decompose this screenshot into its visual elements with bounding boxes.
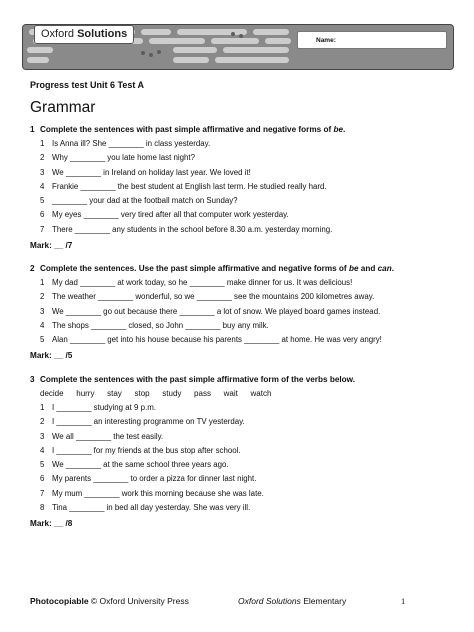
- instruction-mid: and: [358, 264, 378, 273]
- list-item: [30, 458, 450, 472]
- name-field: [297, 31, 447, 49]
- item-number: 7: [40, 224, 45, 234]
- item-text: Tina ________ in bed all day yesterday. She was very ill.: [52, 503, 251, 513]
- test-title: Progress test Unit 6 Test A: [30, 80, 145, 90]
- item-text: We ________ go out because there ________ a lot of snow. We played board games instead.: [52, 306, 381, 316]
- item-number: 4: [40, 181, 45, 191]
- copyright-text: © Oxford University Press: [88, 596, 189, 606]
- item-number: 8: [40, 503, 45, 513]
- mark-line: Mark: __ /5: [30, 351, 73, 361]
- item-number: 5: [40, 460, 45, 470]
- footer-series: [238, 596, 346, 606]
- item-number: 6: [40, 210, 45, 220]
- item-number: 5: [40, 196, 45, 206]
- list-item: [30, 223, 450, 237]
- item-number: 2: [40, 153, 45, 163]
- exercise-number: 1: [30, 125, 35, 134]
- list-item: [30, 305, 450, 319]
- item-number: 1: [40, 403, 45, 412]
- list-item: [30, 444, 450, 458]
- name-label: Name:: [316, 37, 336, 44]
- item-text: We ________ in Ireland on holiday last year. We loved it!: [52, 167, 251, 177]
- list-item: [30, 290, 450, 304]
- word-bank: decide hurry stay stop study pass wait watch: [40, 389, 272, 398]
- item-number: 1: [40, 139, 45, 148]
- oxford-solutions-logo: [34, 25, 134, 44]
- item-text: I ________ an interesting programme on TV yesterday.: [52, 417, 245, 427]
- instruction-italic: be: [333, 125, 344, 134]
- item-text: Why ________ you late home last night?: [52, 153, 196, 163]
- item-text: My eyes ________ very tired after all that computer work yesterday.: [52, 210, 289, 220]
- exercise-number: 2: [30, 264, 35, 273]
- instruction-end: .: [391, 264, 395, 273]
- list-item: [30, 151, 450, 165]
- instruction-end: .: [343, 125, 346, 134]
- series-level: Elementary: [300, 596, 347, 606]
- item-text: I ________ for my friends at the bus stop after school.: [52, 445, 241, 455]
- exercise-1-instruction: [30, 123, 450, 137]
- item-text: ________ your dad at the football match on Sunday?: [52, 196, 238, 206]
- item-text: The weather ________ wonderful, so we ________ see the mountains 200 kilometres away.: [52, 292, 375, 302]
- list-item: [30, 208, 450, 222]
- exercise-2-instruction: [30, 262, 450, 276]
- exercise-1: [30, 123, 450, 250]
- exercise-3-instruction: [30, 373, 450, 387]
- item-text: Is Anna ill? She ________ in class yesterday.: [52, 139, 211, 148]
- list-item: [30, 430, 450, 444]
- list-item: [30, 180, 450, 194]
- list-item: [30, 472, 450, 486]
- list-item: [30, 401, 450, 415]
- item-number: 7: [40, 488, 45, 498]
- list-item: [30, 166, 450, 180]
- item-number: 5: [40, 335, 45, 345]
- item-number: 2: [40, 292, 45, 302]
- item-text: My parents ________ to order a pizza for dinner last night.: [52, 474, 257, 484]
- logo-text-bold: Solutions: [77, 28, 128, 40]
- instruction-text: Complete the sentences. Use the past simple affirmative and negative forms of: [40, 264, 349, 273]
- item-text: My mum ________ work this morning because she was late.: [52, 488, 264, 498]
- item-text: I ________ studying at 9 p.m.: [52, 403, 156, 412]
- list-item: [30, 333, 450, 347]
- item-number: 4: [40, 320, 45, 330]
- item-number: 3: [40, 167, 45, 177]
- list-item: [30, 501, 450, 515]
- item-number: 1: [40, 278, 45, 287]
- list-item: [30, 276, 450, 290]
- item-text: My dad ________ at work today, so he ________ make dinner for us. It was delicious!: [52, 278, 353, 287]
- section-heading: Grammar: [30, 99, 96, 116]
- list-item: [30, 415, 450, 429]
- list-item: [30, 194, 450, 208]
- item-text: We all ________ the test easily.: [52, 431, 164, 441]
- page-number: 1: [401, 596, 406, 606]
- exercise-number: 3: [30, 375, 35, 384]
- item-number: 4: [40, 445, 45, 455]
- instruction-text: Complete the sentences with the past simple affirmative form of the verbs below.: [40, 375, 355, 384]
- item-text: Alan ________ get into his house because his parents ________ at home. He was very angry!: [52, 335, 382, 345]
- item-number: 3: [40, 431, 45, 441]
- item-text: The shops ________ closed, so John ________ buy any milk.: [52, 320, 269, 330]
- item-number: 3: [40, 306, 45, 316]
- item-number: 2: [40, 417, 45, 427]
- instruction-italic: can: [377, 264, 392, 273]
- item-text: There ________ any students in the school before 8.30 a.m. yesterday morning.: [52, 224, 333, 234]
- instruction-text: Complete the sentences with past simple affirmative and negative forms of: [40, 125, 334, 134]
- item-text: Frankie ________ the best student at English last term. He studied really hard.: [52, 181, 327, 191]
- item-number: 6: [40, 474, 45, 484]
- instruction-italic: be: [348, 264, 359, 273]
- footer-copyright: [30, 596, 189, 606]
- series-title: Oxford Solutions: [238, 596, 301, 606]
- logo-text-regular: Oxford: [41, 28, 78, 40]
- list-item: [30, 319, 450, 333]
- exercise-3: [30, 373, 450, 528]
- mark-line: Mark: __ /7: [30, 241, 73, 251]
- list-item: [30, 487, 450, 501]
- photocopiable-label: Photocopiable: [30, 596, 89, 606]
- exercise-2: [30, 262, 450, 360]
- item-text: We ________ at the same school three years ago.: [52, 460, 229, 470]
- mark-line: Mark: __ /8: [30, 519, 73, 529]
- list-item: [30, 137, 450, 151]
